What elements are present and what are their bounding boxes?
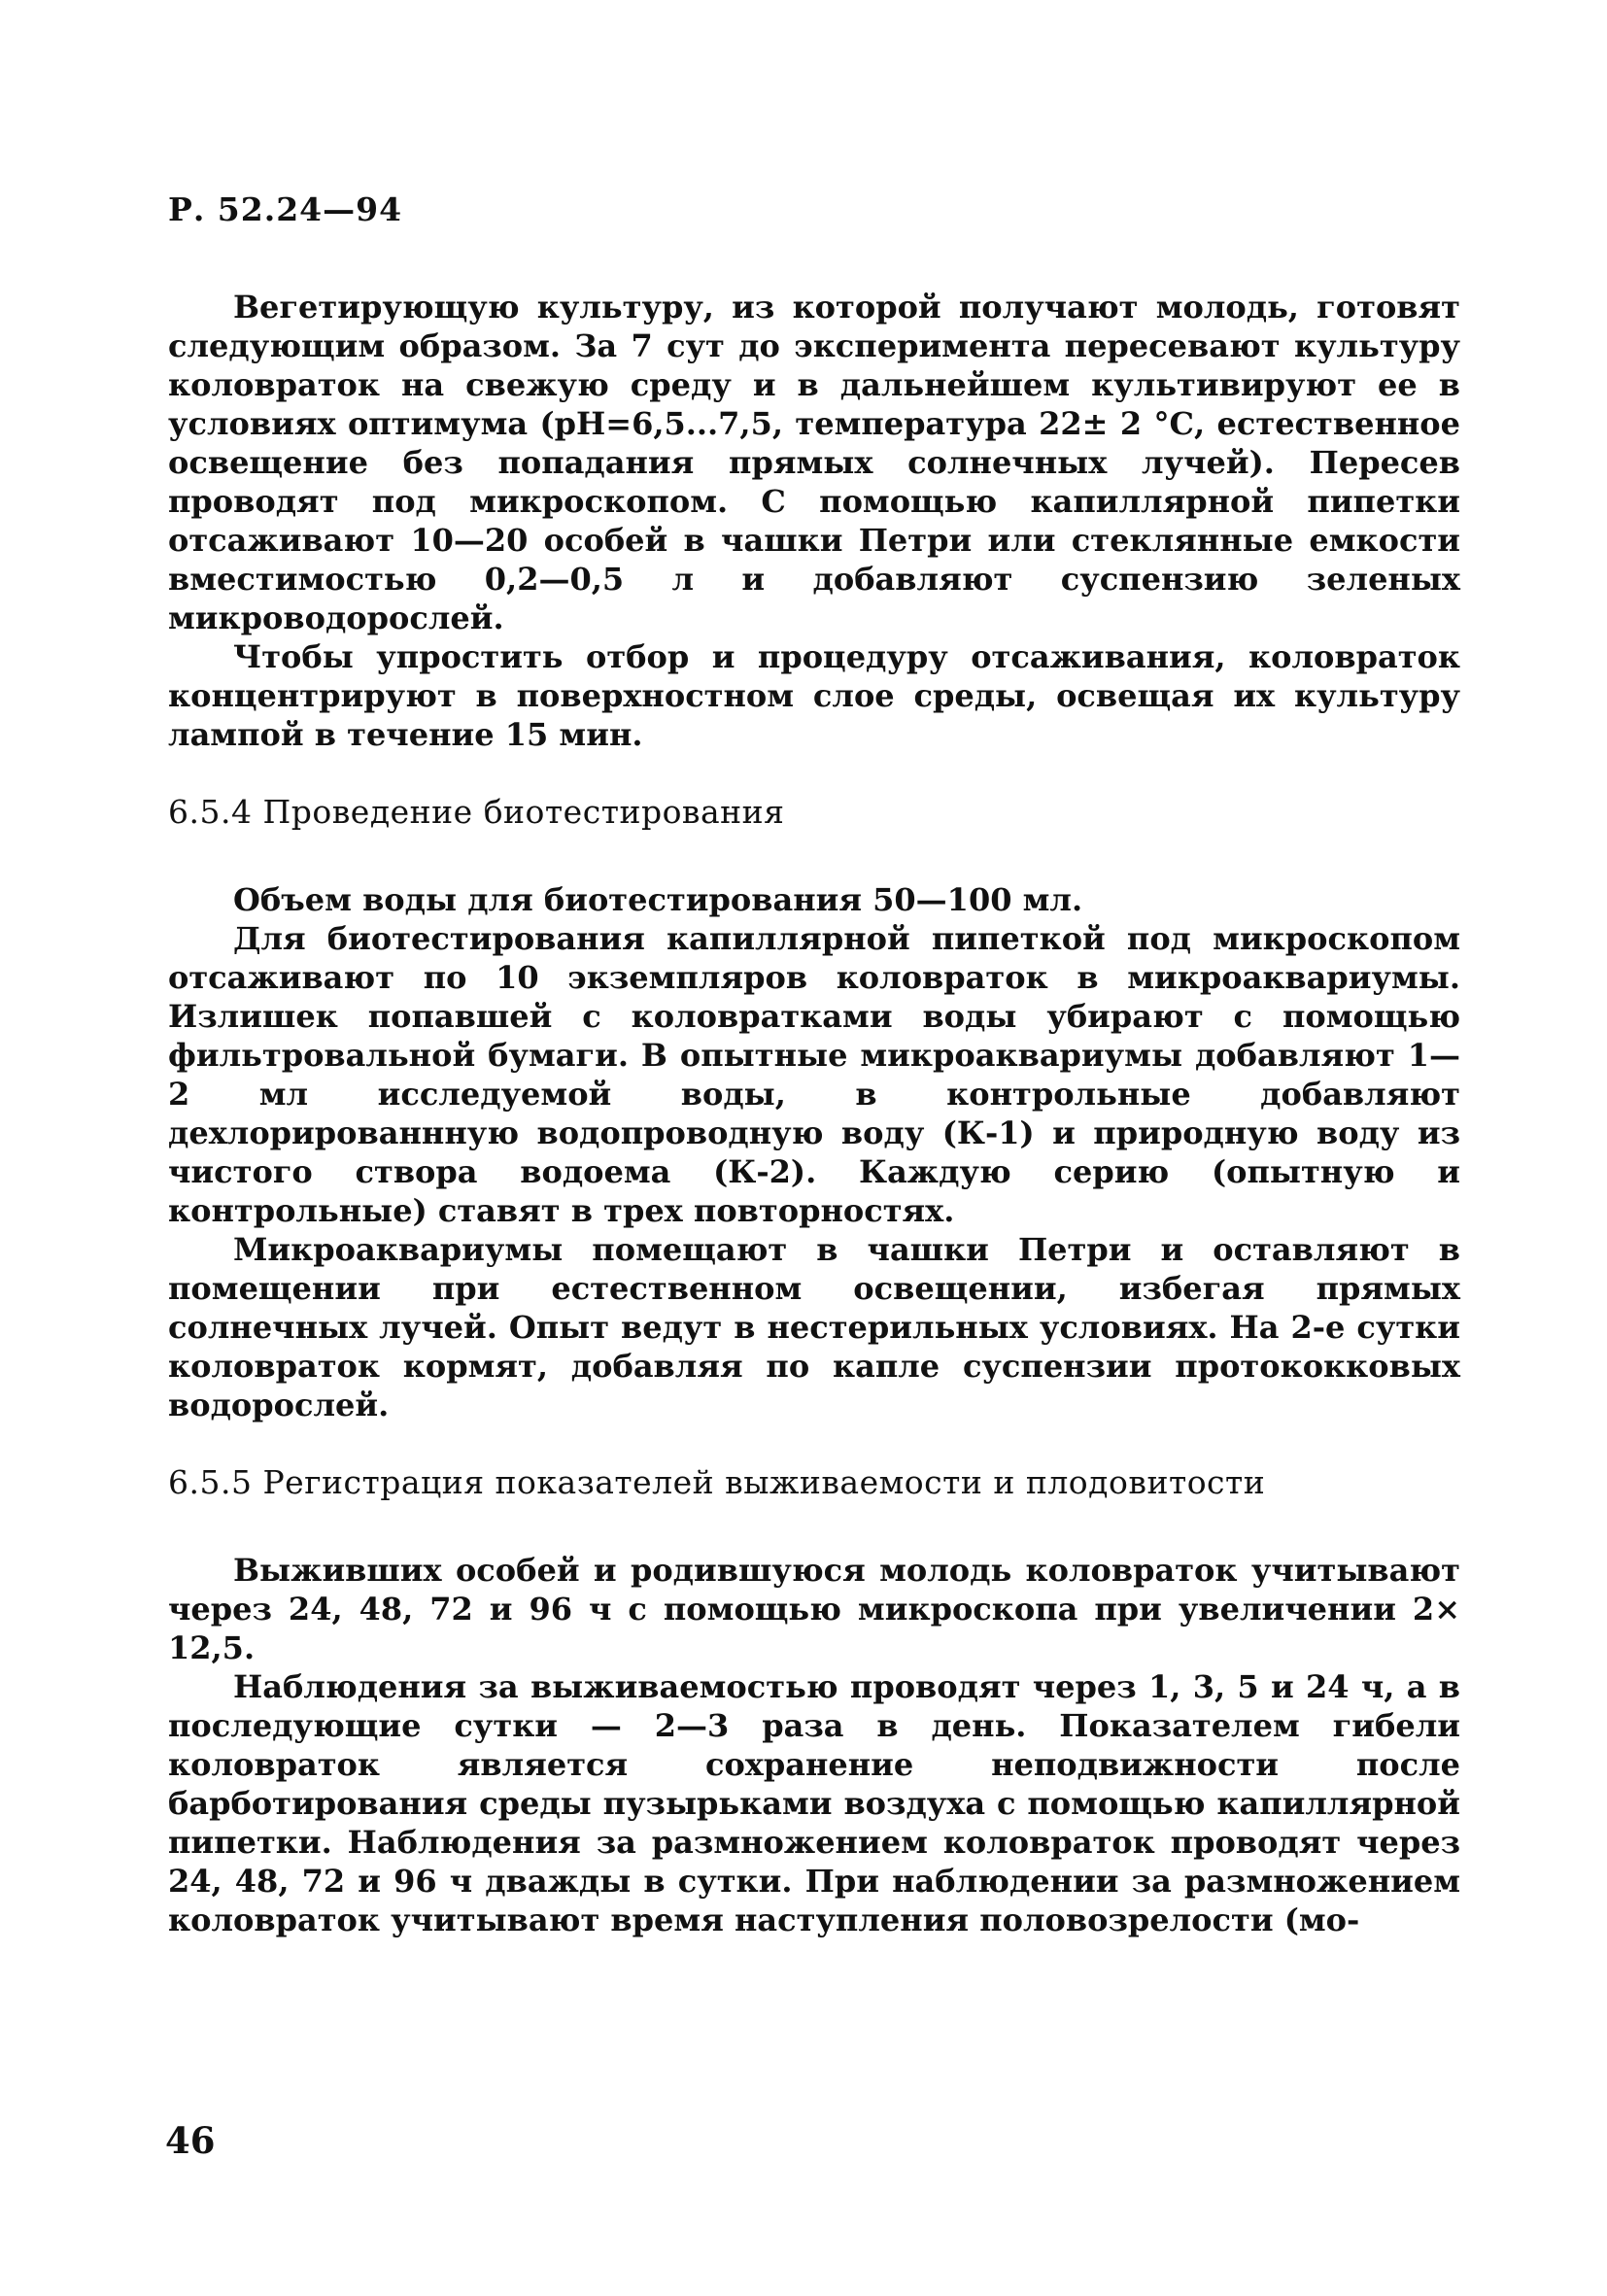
- intro-section: [168, 288, 1460, 754]
- section-6-5-5: [168, 1463, 1460, 1939]
- paragraph: Выживших особей и родившуюся молодь коловраток учитывают через 24, 48, 72 и 96 ч с помощью микроскопа при увеличении 2× 12,5.: [168, 1552, 1460, 1666]
- paragraph: Объем воды для биотестирования 50—100 мл.: [233, 881, 1083, 918]
- section-heading: 6.5.4 Проведение биотестирования: [168, 793, 785, 831]
- page-number: 46: [165, 2119, 216, 2162]
- paragraph: Чтобы упростить отбор и процедуру отсаживания, коловраток концентрируют в поверхностном слое среды, освещая их культуру лампой в течение 15 мин.: [168, 638, 1460, 753]
- paragraph: Микроаквариумы помещают в чашки Петри и оставляют в помещении при естественном освещении, избегая прямых солнечных лучей. Опыт ведут в нестерильных условиях. На 2-е сутки коловраток кормят, добавляя по капле суспензии протококковых водорослей.: [168, 1231, 1460, 1423]
- paragraph: Наблюдения за выживаемостью проводят через 1, 3, 5 и 24 ч, а в последующие сутки — 2—3 раза в день. Показателем гибели коловраток является сохранение неподвижности после барботирования среды пузырьками воздуха с помощью капиллярной пипетки. Наблюдения за размножением коловраток проводят через 24, 48, 72 и 96 ч дважды в сутки. При наблюдении за размножением коловраток учитывают время наступления половозрелости (мо-: [168, 1668, 1460, 1938]
- paragraph: Для биотестирования капиллярной пипеткой под микроскопом отсаживают по 10 экземпляров коловраток в микроаквариумы. Излишек попавшей с коловратками воды убирают с помощью фильтровальной бумаги. В опытные микроаквариумы добавляют 1—2 мл исследуемой воды, в контрольные добавляют дехлорированнную водопроводную воду (К-1) и природную воду из чистого створа водоема (К-2). Каждую серию (опытную и контрольные) ставят в трех повторностях.: [168, 920, 1460, 1229]
- paragraph: Вегетирующую культуру, из которой получают молодь, готовят следующим образом. За 7 сут до эксперимента пересевают культуру коловраток на свежую среду и в дальнейшем культивируют ее в условиях оптимума (pH=6,5...7,5, температура 22± 2 °С, естественное освещение без попадания прямых солнечных лучей). Пересев проводят под микроскопом. С помощью капиллярной пипетки отсаживают 10—20 особей в чашки Петри или стеклянные емкости вместимостью 0,2—0,5 л и добавляют суспензию зеленых микроводорослей.: [168, 289, 1460, 636]
- document-code: Р. 52.24—94: [168, 190, 403, 228]
- section-heading: 6.5.5 Регистрация показателей выживаемости и плодовитости: [168, 1463, 1266, 1501]
- page-content: [168, 288, 1460, 1969]
- section-6-5-4: [168, 793, 1460, 1424]
